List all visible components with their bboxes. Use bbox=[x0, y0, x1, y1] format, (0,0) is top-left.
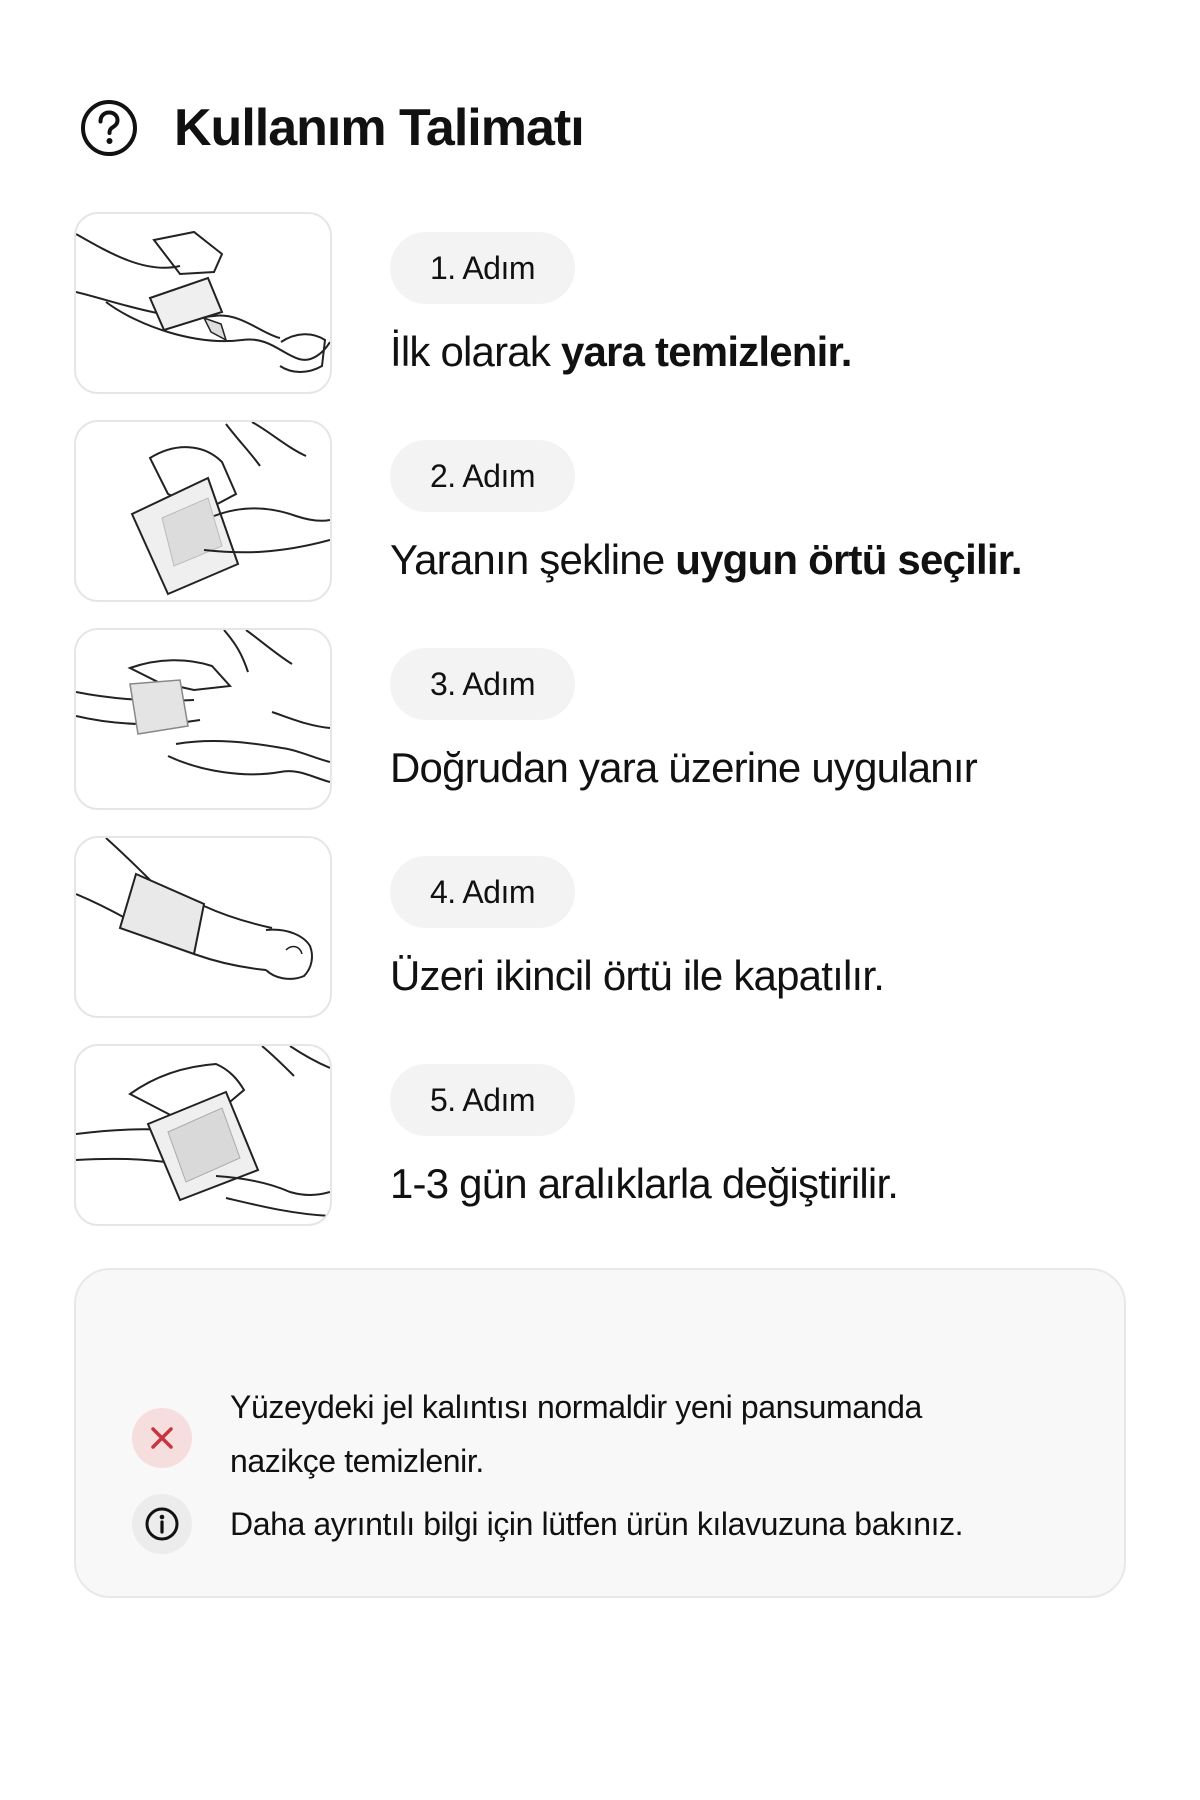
change-dressing-illustration bbox=[74, 1044, 332, 1226]
info-note bbox=[132, 1494, 963, 1554]
step-3 bbox=[74, 628, 1134, 810]
step-4 bbox=[74, 836, 1134, 1018]
cover-dressing-illustration bbox=[74, 836, 332, 1018]
arm-cleaning-illustration bbox=[74, 212, 332, 394]
step-description: İlk olarak yara temizlenir. bbox=[390, 328, 852, 375]
info-glyph bbox=[143, 1505, 181, 1543]
warning-text: Yüzeydeki jel kalıntısı normaldir yeni pansumanda nazikçe temizlenir. bbox=[230, 1389, 922, 1479]
page-title: Kullanım Talimatı bbox=[174, 99, 584, 157]
step-badge: 5. Adım bbox=[390, 1064, 575, 1136]
step-badge: 3. Adım bbox=[390, 648, 575, 720]
step-description: Üzeri ikincil örtü ile kapatılır. bbox=[390, 952, 885, 999]
close-glyph bbox=[147, 1423, 177, 1453]
warning-note bbox=[132, 1380, 990, 1488]
step-description: 1-3 gün aralıklarla değiştirilir. bbox=[390, 1160, 899, 1207]
step-description: Yaranın şekline uygun örtü seçilir. bbox=[390, 536, 1022, 583]
apply-dressing-illustration bbox=[74, 628, 332, 810]
steps-list bbox=[74, 212, 1134, 1252]
dressing-selection-illustration bbox=[74, 420, 332, 602]
info-icon bbox=[132, 1494, 192, 1554]
close-icon bbox=[132, 1408, 192, 1468]
step-badge: 4. Adım bbox=[390, 856, 575, 928]
step-2 bbox=[74, 420, 1134, 602]
step-description: Doğrudan yara üzerine uygulanır bbox=[390, 744, 977, 791]
page-header bbox=[80, 96, 584, 160]
help-circle-icon bbox=[80, 99, 138, 157]
step-badge: 2. Adım bbox=[390, 440, 575, 512]
step-1 bbox=[74, 212, 1134, 394]
info-text: Daha ayrıntılı bilgi için lütfen ürün kılavuzuna bakınız. bbox=[230, 1506, 964, 1542]
step-badge: 1. Adım bbox=[390, 232, 575, 304]
notes-box bbox=[74, 1268, 1126, 1598]
step-5 bbox=[74, 1044, 1134, 1226]
